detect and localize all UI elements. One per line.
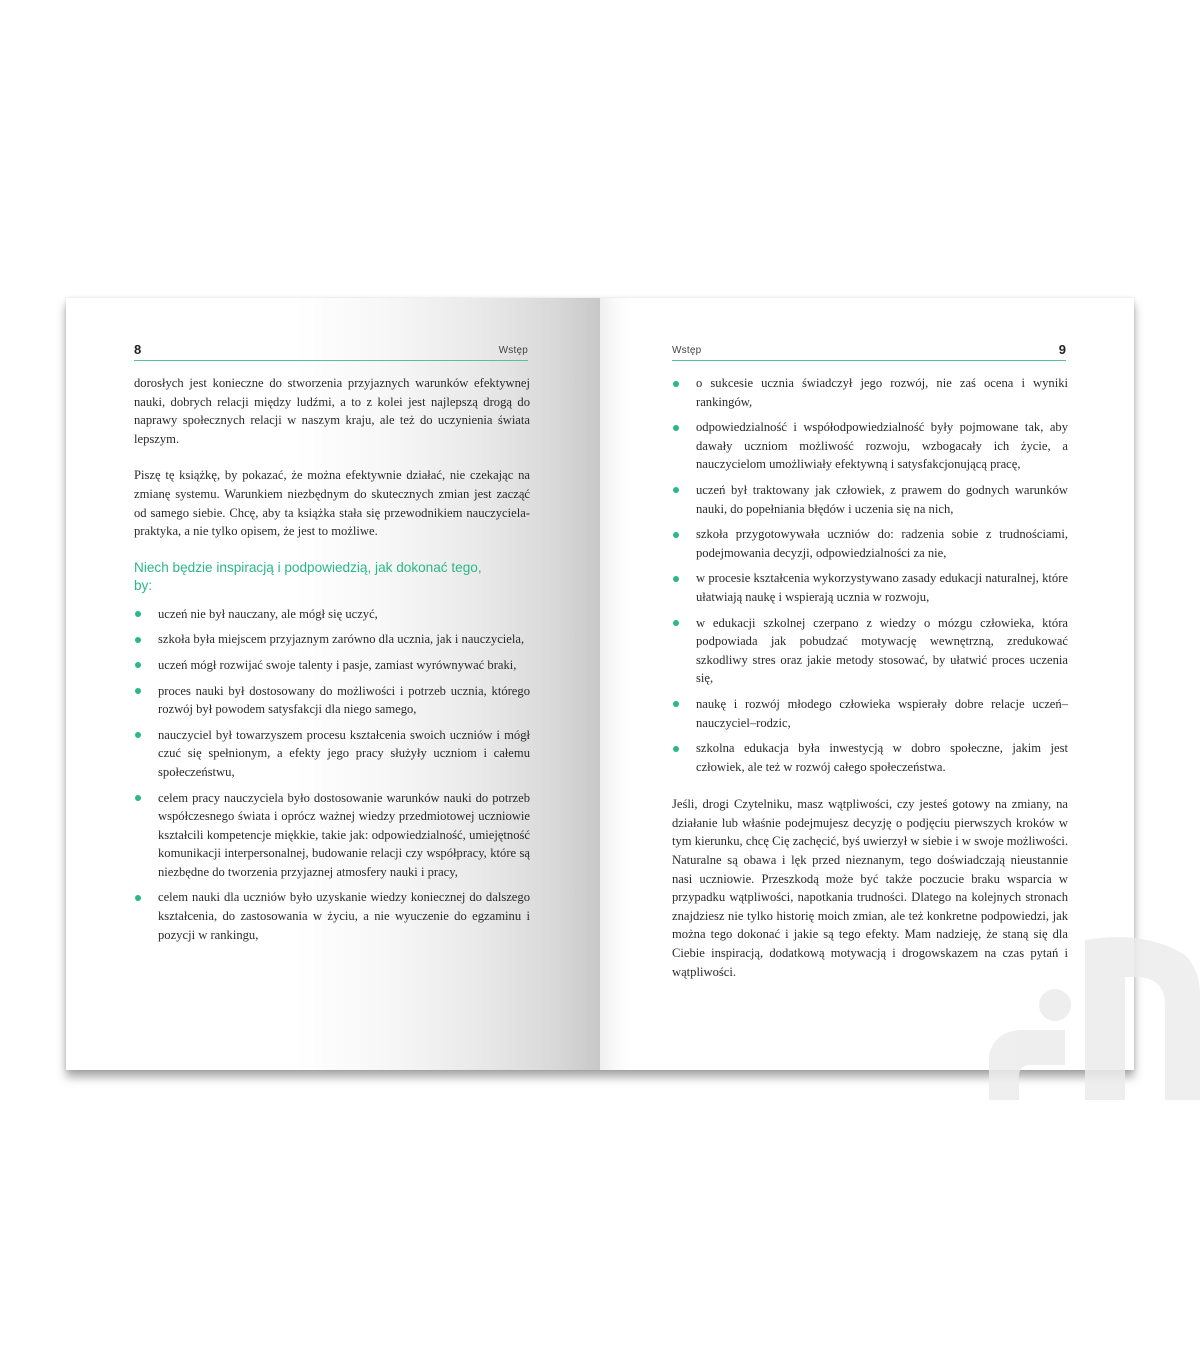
list-item	[134, 888, 530, 944]
bullet-list	[672, 374, 1068, 776]
green-dot-icon	[673, 620, 679, 626]
list-item	[672, 695, 1068, 732]
list-item	[672, 614, 1068, 688]
list-item-text: proces nauki był dostosowany do możliwości i potrzeb ucznia, którego rozwój był powodem satysfakcji dla niego samego,	[158, 683, 530, 717]
green-dot-icon	[673, 425, 679, 431]
list-item-text: naukę i rozwój młodego człowieka wspierały dobre relacje uczeń–nauczyciel–rodzic,	[696, 696, 1068, 730]
list-item	[672, 374, 1068, 411]
left-body-text	[134, 374, 530, 951]
list-item-text: szkoła przygotowywała uczniów do: radzenia sobie z trudnościami, podejmowania decyzji, odpowiedzialności za nie,	[696, 527, 1068, 560]
green-dot-icon	[135, 688, 141, 694]
section-title: Wstęp	[672, 345, 702, 356]
green-dot-icon	[135, 895, 141, 901]
green-dot-icon	[673, 487, 679, 493]
list-item-text: w edukacji szkolnej czerpano z wiedzy o mózgu człowieka, która podpowiada jak pobudzać motywację wewnętrzną, zredukować szkodliwy stres oraz jakie metody stosować, by ułatwić proces uczenia się,	[696, 615, 1068, 686]
list-item	[134, 726, 530, 782]
right-running-header	[672, 342, 1066, 361]
bullet-list	[134, 605, 530, 945]
green-dot-icon	[673, 701, 679, 707]
list-item	[672, 418, 1068, 474]
list-item	[134, 682, 530, 719]
list-item-text: szkoła była miejscem przyjaznym zarówno dla ucznia, jak i nauczyciela,	[158, 632, 525, 647]
list-item-text: uczeń był traktowany jak człowiek, z prawem do godnych warunków nauki, do popełniania błędów i uczenia się na nich,	[696, 482, 1068, 516]
list-item	[672, 525, 1068, 562]
list-item-text: szkolna edukacja była inwestycją w dobro społeczne, jakim jest człowiek, ale też w rozwój całego społeczeństwa.	[696, 741, 1068, 774]
green-dot-icon	[673, 576, 679, 582]
list-item-text: celem nauki dla uczniów było uzyskanie wiedzy koniecznej do dalszego kształcenia, do zastosowania w życiu, a nie wyuczenie do egzaminu i pozycji w rankingu,	[158, 890, 530, 942]
green-dot-icon	[135, 662, 141, 668]
list-item-text: uczeń mógł rozwijać swoje talenty i pasje, zamiast wyrównywać braki,	[158, 657, 517, 672]
list-item	[134, 789, 530, 882]
green-dot-icon	[135, 732, 141, 738]
list-item-text: odpowiedzialność i współodpowiedzialność były pojmowane tak, aby dawały uczniom możliwość rozwoju, wzbogacały ich życie, a nauczycielom umożliwiały efektywną i satysfakcjonującą pracę,	[696, 420, 1068, 472]
subheading: Niech będzie inspiracją i podpowiedzią, jak dokonać tego, by:	[134, 559, 482, 594]
right-body-text	[672, 374, 1068, 999]
left-page	[66, 298, 600, 1070]
green-dot-icon	[673, 381, 679, 387]
book-spread	[66, 298, 1134, 1070]
list-item-text: w procesie kształcenia wykorzystywano zasady edukacji naturalnej, które ułatwiają naukę i wspierają ucznia w rozwoju,	[696, 571, 1068, 604]
section-title: Wstęp	[498, 345, 528, 356]
page-number: 8	[134, 342, 142, 357]
list-item	[134, 605, 530, 624]
list-item-text: uczeń nie był nauczany, ale mógł się uczyć,	[158, 606, 378, 621]
green-dot-icon	[135, 795, 141, 801]
list-item	[672, 569, 1068, 606]
paragraph: dorosłych jest konieczne do stworzenia przyjaznych warunków efektywnej nauki, dobrych relacji między ludźmi, a to z kolei jest najlepszą drogą do naprawy społecznych relacji w naszym kraju, ale też do uczynienia świata lepszym.	[134, 376, 530, 446]
list-item	[672, 739, 1068, 776]
green-dot-icon	[673, 532, 679, 538]
list-item-text: celem pracy nauczyciela było dostosowanie warunków nauki do potrzeb współczesnego świata i oprócz ważnej wiedzy przedmiotowej uczniowie kształcili kompetencje miękkie, takie jak: odpowiedzialność, umiejętność komunikacji interpersonalnej, budowanie relacji czy współpracy, które są niezbędne do tworzenia przyjaznej atmosfery nauki i pracy,	[158, 790, 530, 879]
list-item	[672, 481, 1068, 518]
list-item	[134, 630, 530, 649]
right-page	[600, 298, 1134, 1070]
green-dot-icon	[135, 637, 141, 643]
page-number: 9	[1058, 342, 1066, 357]
green-dot-icon	[135, 611, 141, 617]
left-running-header	[134, 342, 528, 361]
paragraph: Piszę tę książkę, by pokazać, że można efektywnie działać, nie czekając na zmianę systemu. Warunkiem niezbędnym do skutecznych zmian jest zacząć od samego siebie. Chcę, aby ta książka stała się przewodnikiem nauczyciela-praktyka, a nie tylko opisem, że jest to możliwe.	[134, 468, 530, 539]
list-item	[134, 656, 530, 675]
green-dot-icon	[673, 746, 679, 752]
list-item-text: o sukcesie ucznia świadczył jego rozwój, nie zaś ocena i wyniki rankingów,	[696, 376, 1068, 409]
list-item-text: nauczyciel był towarzyszem procesu kształcenia swoich uczniów i mógł czuć się spełnionym, a efekty jego pracy służyły uczniom i całemu społeczeństwu,	[158, 727, 530, 779]
closing-paragraph: Jeśli, drogi Czytelniku, masz wątpliwości, czy jesteś gotowy na zmiany, na działanie lub właśnie podejmujesz decyzję o podjęciu pierwszych kroków w tym kierunku, chcę Cię zachęcić, byś uwierzył w siebie i w swoje możliwości. Naturalne są obawa i lęk przed nieznanym, tego doświadczają nieustannie nasi uczniowie. Przeszkodą może być także poczucie braku wsparcia w przypadku wątpliwości, napotkania trudności. Dlatego na kolejnych stronach znajdziesz nie tylko historię moich zmian, ale też konkretne podpowiedzi, jak można tego dokonać i jakie są tego efekty. Mam nadzieję, że staną się dla Ciebie inspiracją, dodatkową motywacją i drogowskazem na czas pytań i wątpliwości.	[672, 797, 1068, 979]
